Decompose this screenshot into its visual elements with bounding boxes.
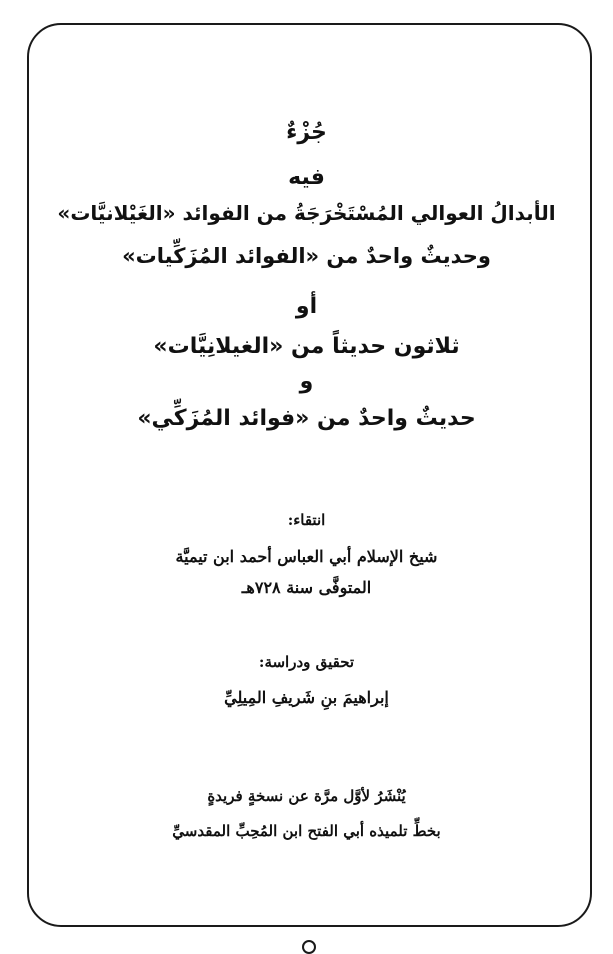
title-and: و [299,369,314,394]
title-fihi: فيه [288,165,325,190]
title-hadith-fawaid: حديثٌ واحدٌ من «فوائد المُزَكِّي» [137,406,476,431]
author-name: شيخ الإسلام أبي العباس أحمد ابن تيميَّة [175,547,438,566]
page-ornament [302,940,316,954]
author-death-year: المتوفَّى سنة ٧٢٨هـ [241,578,372,597]
editor-name: إبراهيمَ بنِ شَريفِ المِيلِيِّ [224,688,389,707]
selection-label: انتقاء: [287,511,326,529]
publication-note-line2: بخطِّ تلميذه أبي الفتح ابن المُحِبِّ المقدسيِّ [172,822,441,840]
title-hadith-muzakkiyat: وحديثٌ واحدٌ من «الفوائد المُزَكِّيات» [122,244,491,268]
title-abdal: الأبدالُ العوالي المُسْتَخْرَجَةُ من الفوائد «الغَيْلانيَّات» [57,201,556,225]
title-or: أو [295,294,318,319]
title-thirty-hadith: ثلاثون حديثاً من «الغيلانِيَّات» [153,334,460,359]
editing-label: تحقيق ودراسة: [258,653,355,671]
title-juz: جُزْءٌ [286,120,327,145]
publication-note-line1: يُنْشَرُ لأوَّل مرَّة عن نسخةٍ فريدةٍ [207,787,406,805]
